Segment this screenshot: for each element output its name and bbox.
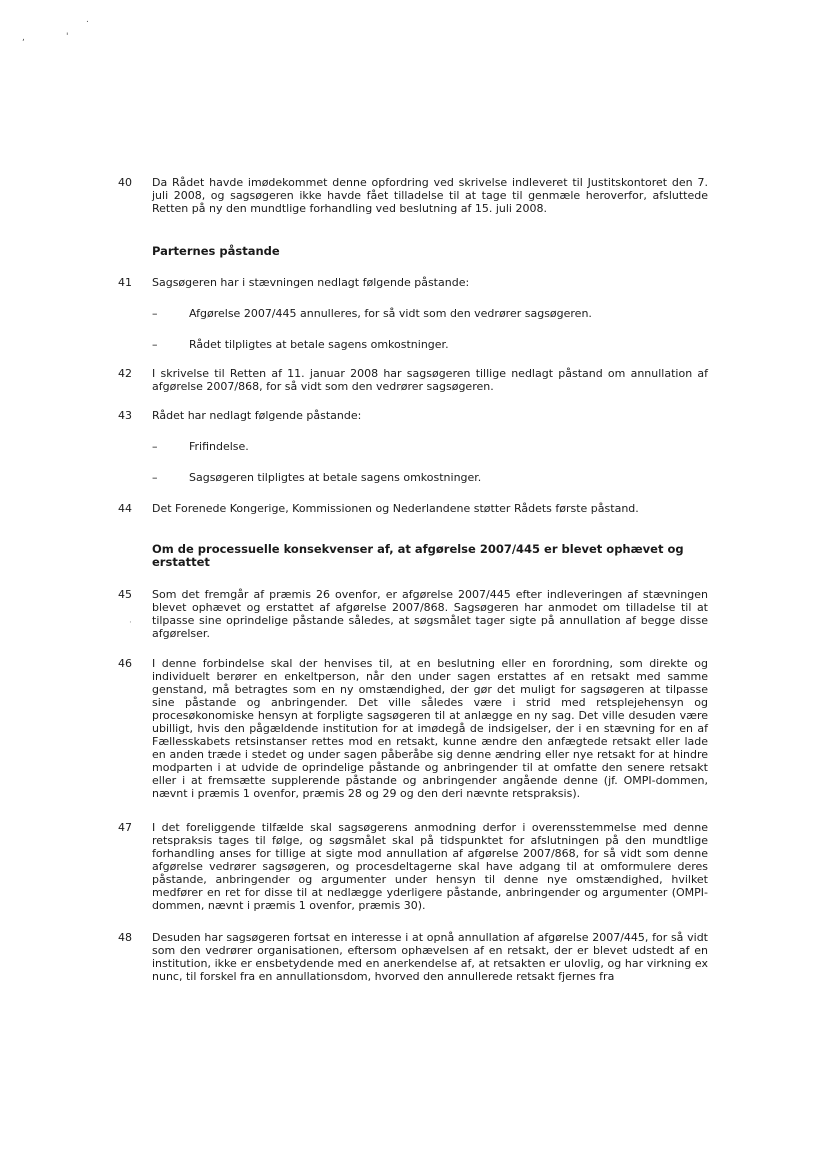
bullet-text: Afgørelse 2007/445 annulleres, for så vidt som den vedrører sagsøgeren. xyxy=(189,307,592,320)
paragraph-text: Rådet har nedlagt følgende påstande: xyxy=(152,409,362,422)
paragraph-number: 42 xyxy=(118,367,132,380)
bullet-text: Sagsøgeren tilpligtes at betale sagens omkostninger. xyxy=(189,471,482,484)
bullet-text: Frifindelse. xyxy=(189,440,249,453)
bullet-item xyxy=(152,471,692,484)
paragraph-text: Da Rådet havde imødekommet denne opfordring ved skrivelse indleveret til Justitskontoret den 7. juli 2008, og sagsøgeren ikke havde fået tilladelse til at tage til genmæle heroverfor, afsluttede Retten på ny den mundtlige forhandling ved beslutning af 15. juli 2008. xyxy=(152,176,708,215)
paragraph-number: 43 xyxy=(118,409,132,422)
scan-speck: . xyxy=(86,15,89,25)
bullet-dash: – xyxy=(152,307,158,320)
paragraph-40 xyxy=(118,176,708,215)
paragraph-text: Desuden har sagsøgeren fortsat en interesse i at opnå annullation af afgørelse 2007/445, for så vidt som den vedrører organisationen, eftersom ophævelsen af en retsakt, der er blevet udstedt af en institution, ikke er ensbetydende med en anerkendelse af, at retsakten er ulovlig, og har virkning ex nunc, til forskel fra en annullationsdom, hvorved den annullerede retsakt fjernes fra xyxy=(152,931,708,983)
paragraph-text: I skrivelse til Retten af 11. januar 2008 har sagsøgeren tillige nedlagt påstand om annullation af afgørelse 2007/868, for så vidt som den vedrører sagsøgeren. xyxy=(152,367,708,393)
paragraph-number: 41 xyxy=(118,276,132,289)
paragraph-41 xyxy=(118,276,708,289)
scan-speck: , xyxy=(22,33,25,43)
section-heading-parties: Parternes påstande xyxy=(152,244,280,258)
paragraph-number: 45 xyxy=(118,588,132,601)
paragraph-number: 46 xyxy=(118,657,132,670)
paragraph-text: Det Forenede Kongerige, Kommissionen og Nederlandene støtter Rådets første påstand. xyxy=(152,502,639,515)
paragraph-text: I denne forbindelse skal der henvises til, at en beslutning eller en forordning, som direkte og individuelt berører en enkeltperson, når den under sagen erstattes af en retsakt med samme genstand, må betragtes som en ny omstændighed, der gør det muligt for sagsøgeren at tilpasse sine påstande og anbringender. Det ville således være i strid med retsplejehensyn og procesøkonomiske hensyn at forpligte sagsøgeren til at anlægge en ny sag. Det ville desuden være ubilligt, hvis den pågældende institution for at imødegå de indsigelser, der i en stævning for en af Fællesskabets retsinstanser rettes mod en retsakt, kunne ændre den anfægtede retsakt eller lade en anden træde i stedet og under sagen påberåbe sig denne ændring eller nye retsakt for at hindre modparten i at udvide de oprindelige påstande og anbringender til at omfatte den senere retsakt eller i at fremsætte supplerende påstande og anbringender angående denne (jf. OMPI-dommen, nævnt i præmis 1 ovenfor, præmis 28 og 29 og den deri nævnte retspraksis). xyxy=(152,657,708,800)
paragraph-number: 48 xyxy=(118,931,132,944)
scan-speck: ' xyxy=(66,32,69,42)
paragraph-44 xyxy=(118,502,708,515)
paragraph-43 xyxy=(118,409,708,422)
paragraph-number: 40 xyxy=(118,176,132,189)
bullet-item xyxy=(152,307,692,320)
paragraph-46 xyxy=(118,657,708,800)
bullet-item xyxy=(152,338,692,351)
paragraph-47 xyxy=(118,821,708,912)
bullet-dash: – xyxy=(152,440,158,453)
paragraph-text: I det foreliggende tilfælde skal sagsøgerens anmodning derfor i overensstemmelse med denne retspraksis tages til følge, og søgsmålet skal på tidspunktet for afslutningen på den mundtlige forhandling anses for tillige at sigte mod annullation af afgørelse 2007/868, for så vidt som denne afgørelse vedrører sagsøgeren, og procesdeltagerne skal have adgang til at omformulere deres påstande, anbringender og argumenter under hensyn til denne nye omstændighed, hvilket medfører en ret for disse til at nedlægge yderligere påstande, anbringender og argumenter (OMPI-dommen, nævnt i præmis 1 ovenfor, præmis 30). xyxy=(152,821,708,912)
paragraph-42 xyxy=(118,367,708,393)
section-heading-procedural: Om de processuelle konsekvenser af, at afgørelse 2007/445 er blevet ophævet og erstattet xyxy=(152,542,684,569)
bullet-item xyxy=(152,440,692,453)
paragraph-number: 44 xyxy=(118,502,132,515)
bullet-text: Rådet tilpligtes at betale sagens omkostninger. xyxy=(189,338,449,351)
paragraph-48 xyxy=(118,931,708,983)
paragraph-text: Som det fremgår af præmis 26 ovenfor, er afgørelse 2007/445 efter indleveringen af stævningen blevet ophævet og erstattet af afgørelse 2007/868. Sagsøgeren har anmodet om tilladelse til at tilpasse sine oprindelige påstande således, at søgsmålet tager sigte på annullation af begge disse afgørelser. xyxy=(152,588,708,640)
scan-mark: · xyxy=(129,618,132,628)
paragraph-number: 47 xyxy=(118,821,132,834)
bullet-dash: – xyxy=(152,338,158,351)
paragraph-text: Sagsøgeren har i stævningen nedlagt følgende påstande: xyxy=(152,276,470,289)
paragraph-45 xyxy=(118,588,708,640)
bullet-dash: – xyxy=(152,471,158,484)
